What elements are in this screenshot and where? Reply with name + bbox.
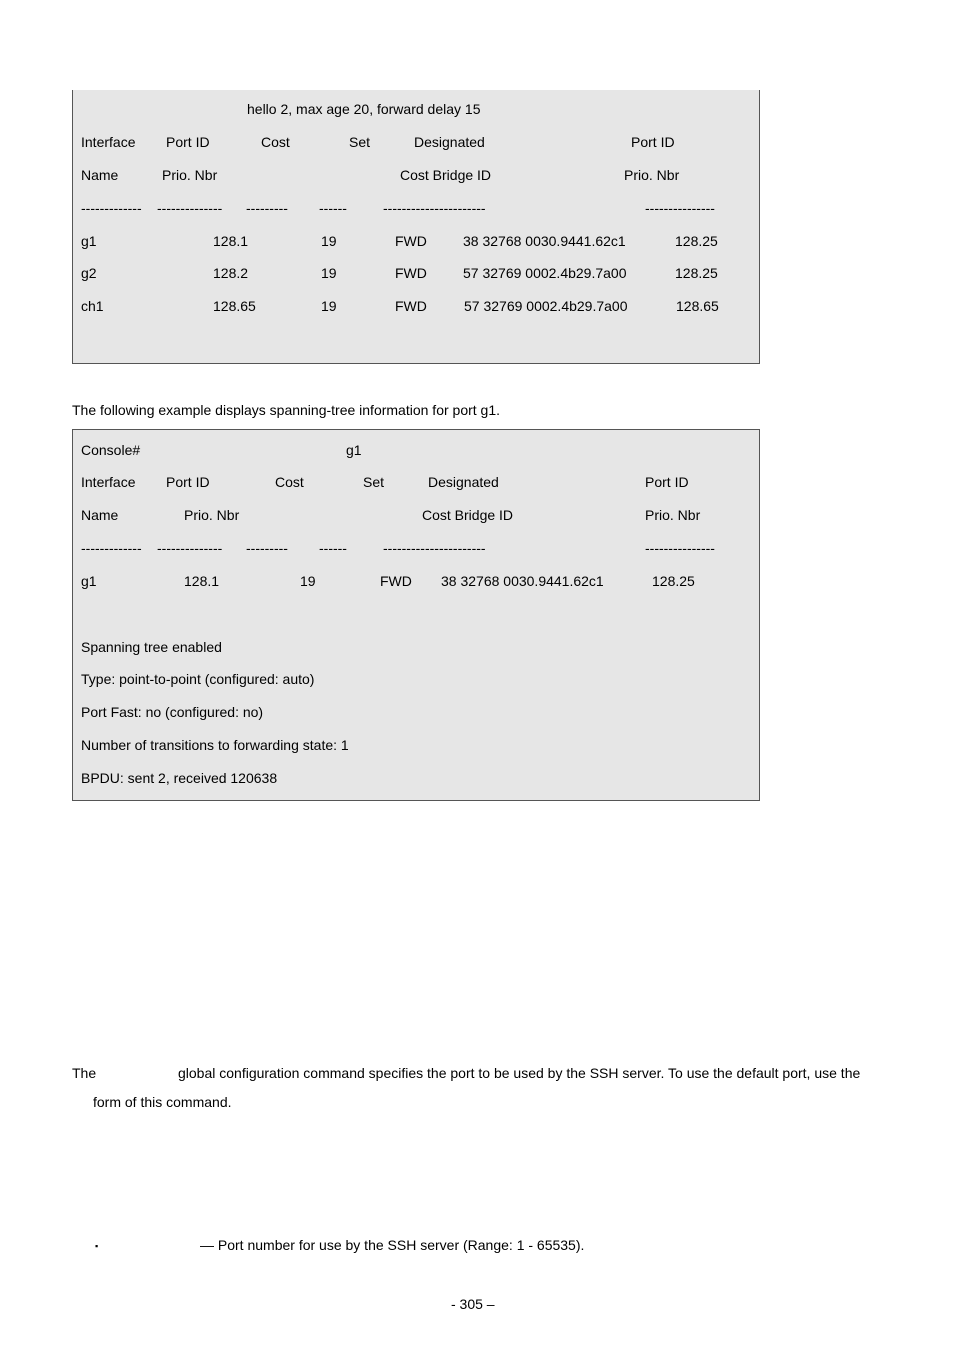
col-prio-nbr: Prio. Nbr [162,167,218,183]
col-cost: Cost [261,134,290,150]
row-cost: 19 [321,265,337,281]
row-name: ch1 [81,298,104,314]
col-cost-bridge-id: Cost Bridge ID [400,167,492,183]
row-port-id: 128.1 [184,573,220,589]
bullet-icon: ▪ [95,1241,99,1251]
row-designated-port: 128.25 [675,233,718,249]
col-designated-prio-nbr: Prio. Nbr [645,507,701,523]
separator: ------ [319,540,347,556]
row-port-id: 128.1 [213,233,249,249]
separator: ------------- [81,540,142,556]
col-designated-port-id: Port ID [645,474,689,490]
separator: ---------------------- [383,200,486,216]
row-designated-port: 128.65 [676,298,719,314]
page-number: - 305 – [451,1296,495,1312]
col-designated: Designated [414,134,485,150]
col-cost-bridge-id: Cost Bridge ID [422,507,514,523]
col-name: Name [81,507,119,523]
code-block-spanning-tree [72,90,760,364]
row-name: g1 [81,233,97,249]
detail-line: Port Fast: no (configured: no) [81,704,264,720]
row-cost: 19 [321,233,337,249]
description-the: The [72,1065,97,1081]
row-state: FWD [380,573,412,589]
detail-line: Number of transitions to forwarding state: 1 [81,737,349,753]
col-interface: Interface [81,134,136,150]
command-argument: g1 [346,442,362,458]
timers-line: hello 2, max age 20, forward delay 15 [247,101,481,117]
separator: ------------- [81,200,142,216]
row-port-id: 128.65 [213,298,256,314]
row-port-id: 128.2 [213,265,249,281]
separator: --------------- [645,540,715,556]
separator: --------------- [645,200,715,216]
row-state: FWD [395,233,427,249]
col-interface: Interface [81,474,136,490]
separator: --------- [246,540,288,556]
description-line1: global configuration command specifies the port to be used by the SSH server. To use the default port, use the [178,1065,861,1081]
col-designated: Designated [428,474,499,490]
code-block-example [72,429,760,801]
row-designated-port: 128.25 [652,573,695,589]
row-bridge-id: 57 32769 0002.4b29.7a00 [463,265,627,281]
description-line2: form of this command. [93,1094,232,1110]
row-state: FWD [395,265,427,281]
col-name: Name [81,167,119,183]
row-cost: 19 [300,573,316,589]
col-port-id: Port ID [166,474,210,490]
col-cost: Cost [275,474,304,490]
separator: ---------------------- [383,540,486,556]
col-designated-prio-nbr: Prio. Nbr [624,167,680,183]
detail-line: Type: point-to-point (configured: auto) [81,671,315,687]
row-designated-port: 128.25 [675,265,718,281]
row-bridge-id: 38 32768 0030.9441.62c1 [441,573,604,589]
row-cost: 19 [321,298,337,314]
separator: ------ [319,200,347,216]
row-name: g2 [81,265,97,281]
col-set: Set [349,134,371,150]
separator: -------------- [157,200,223,216]
col-designated-port-id: Port ID [631,134,675,150]
detail-line: Spanning tree enabled [81,639,222,655]
col-port-id: Port ID [166,134,210,150]
example-intro: The following example displays spanning-tree information for port g1. [72,402,501,418]
col-prio-nbr: Prio. Nbr [184,507,240,523]
bullet-text: — Port number for use by the SSH server (Range: 1 - 65535). [200,1237,585,1253]
separator: -------------- [157,540,223,556]
col-set: Set [363,474,385,490]
row-bridge-id: 57 32769 0002.4b29.7a00 [464,298,628,314]
detail-line: BPDU: sent 2, received 120638 [81,770,278,786]
row-bridge-id: 38 32768 0030.9441.62c1 [463,233,626,249]
console-prompt: Console# [81,442,141,458]
separator: --------- [246,200,288,216]
row-state: FWD [395,298,427,314]
row-name: g1 [81,573,97,589]
